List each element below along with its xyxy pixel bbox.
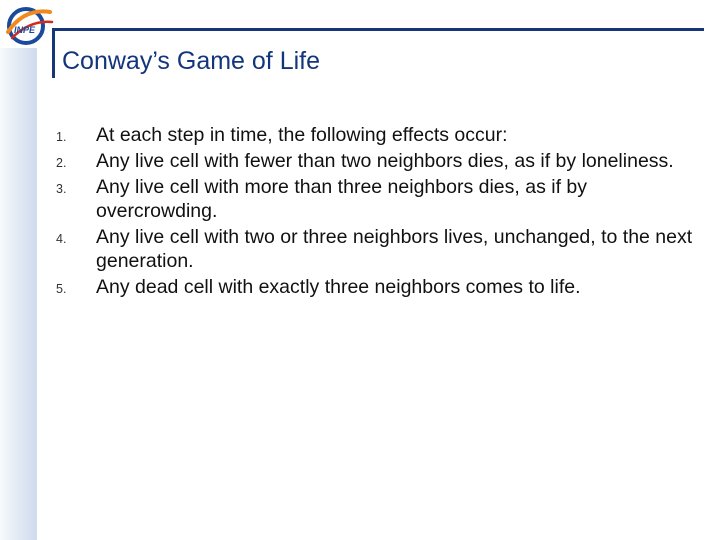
list-item-text: Any live cell with fewer than two neighbors dies, as if by loneliness. — [96, 150, 674, 172]
rules-list — [52, 123, 702, 301]
list-item-text: At each step in time, the following effects occur: — [96, 124, 508, 146]
inpe-logo-icon — [2, 2, 56, 48]
logo-text: INPE — [14, 25, 36, 35]
slide-title: Conway’s Game of Life — [62, 47, 320, 75]
list-item-number: 4. — [56, 232, 67, 246]
list-item-text: Any dead cell with exactly three neighbors comes to life. — [96, 276, 581, 298]
list-item-text: Any live cell with more than three neighbors dies, as if by overcrowding. — [96, 176, 587, 222]
list-item — [52, 123, 702, 147]
list-item — [52, 149, 702, 173]
list-item-number: 2. — [56, 156, 67, 170]
inpe-logo — [2, 2, 56, 48]
list-item — [52, 175, 702, 223]
list-item-number: 3. — [56, 182, 67, 196]
list-item-number: 1. — [56, 130, 67, 144]
title-horizontal-rule — [52, 28, 704, 31]
list-item — [52, 225, 702, 273]
left-decorative-band — [0, 48, 37, 540]
list-item — [52, 275, 702, 299]
title-vertical-rule — [52, 28, 55, 78]
list-item-number: 5. — [56, 282, 67, 296]
list-item-text: Any live cell with two or three neighbors lives, unchanged, to the next generation. — [96, 226, 693, 272]
